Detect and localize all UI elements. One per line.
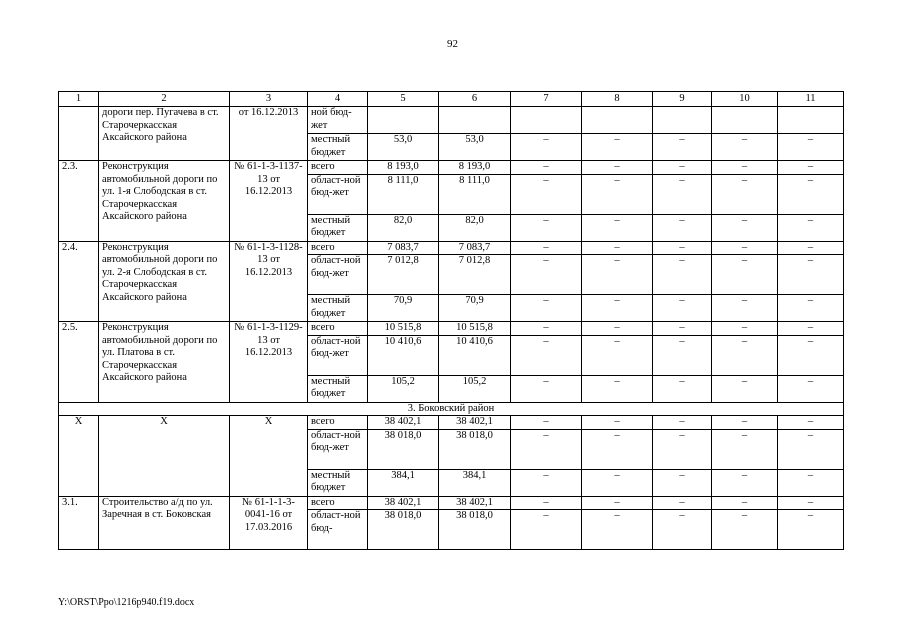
cell-dash: – xyxy=(778,496,844,510)
cell-doc: № 61-1-3-1137-13 от 16.12.2013 xyxy=(230,161,308,242)
cell-value: 8 193,0 xyxy=(368,161,439,175)
cell-type: област-ной бюд- xyxy=(308,510,368,550)
cell-num: 3.1. xyxy=(59,496,99,550)
cell-dash: – xyxy=(653,174,712,214)
cell-dash: – xyxy=(653,322,712,336)
cell-num: 2.4. xyxy=(59,241,99,322)
cell-value: 8 111,0 xyxy=(368,174,439,214)
cell-value: 70,9 xyxy=(439,295,511,322)
col-header: 9 xyxy=(653,92,712,107)
cell-value: 7 012,8 xyxy=(368,255,439,295)
cell-value: 105,2 xyxy=(368,375,439,402)
cell-dash: – xyxy=(778,469,844,496)
cell-dash: – xyxy=(653,469,712,496)
cell-name: Реконструкция автомобильной дороги по ул. 1-я Слободская в ст. Старочеркасская Аксайского района xyxy=(99,161,230,242)
cell-type: местный бюджет xyxy=(308,469,368,496)
cell-value: 38 402,1 xyxy=(368,496,439,510)
cell-dash: – xyxy=(511,241,582,255)
page-number: 92 xyxy=(447,38,458,50)
cell-dash: – xyxy=(778,322,844,336)
cell-dash: – xyxy=(582,214,653,241)
cell-num xyxy=(59,107,99,161)
table-row xyxy=(59,322,844,336)
cell-dash: – xyxy=(511,255,582,295)
cell-dash: – xyxy=(511,295,582,322)
cell-dash: – xyxy=(778,429,844,469)
cell-doc: Х xyxy=(230,416,308,497)
cell-name: Строительство а/д по ул. Заречная в ст. Боковская xyxy=(99,496,230,550)
cell-value: 384,1 xyxy=(439,469,511,496)
cell-value: 384,1 xyxy=(368,469,439,496)
col-header: 7 xyxy=(511,92,582,107)
cell-value: 38 402,1 xyxy=(368,416,439,430)
cell-dash: – xyxy=(778,174,844,214)
col-header: 6 xyxy=(439,92,511,107)
cell-value: 7 083,7 xyxy=(439,241,511,255)
cell-value: 38 018,0 xyxy=(439,510,511,550)
cell-dash: – xyxy=(653,241,712,255)
cell-dash: – xyxy=(712,322,778,336)
cell-value: 105,2 xyxy=(439,375,511,402)
cell-dash: – xyxy=(511,429,582,469)
cell-dash: – xyxy=(653,429,712,469)
cell-dash: – xyxy=(582,429,653,469)
cell-dash: – xyxy=(582,295,653,322)
cell-dash: – xyxy=(712,496,778,510)
cell-dash: – xyxy=(511,174,582,214)
cell-type: област-ной бюд-жет xyxy=(308,335,368,375)
cell-dash: – xyxy=(712,241,778,255)
cell-dash: – xyxy=(511,416,582,430)
cell-dash: – xyxy=(778,255,844,295)
cell-dash: – xyxy=(712,375,778,402)
cell-num: 2.3. xyxy=(59,161,99,242)
cell-value: 7 012,8 xyxy=(439,255,511,295)
cell-dash: – xyxy=(712,335,778,375)
cell-name: дороги пер. Пугачева в ст. Старочеркасская Аксайского района xyxy=(99,107,230,161)
cell-value: 38 018,0 xyxy=(439,429,511,469)
cell-value: 82,0 xyxy=(368,214,439,241)
cell-dash: – xyxy=(712,429,778,469)
cell-type: ной бюд-жет xyxy=(308,107,368,134)
cell-value: 38 018,0 xyxy=(368,429,439,469)
cell-dash: – xyxy=(511,496,582,510)
cell-value: 70,9 xyxy=(368,295,439,322)
cell-value: 10 410,6 xyxy=(368,335,439,375)
cell-dash: – xyxy=(712,469,778,496)
cell-dash: – xyxy=(582,161,653,175)
cell-dash: – xyxy=(511,214,582,241)
cell-dash: – xyxy=(653,335,712,375)
budget-table xyxy=(58,91,844,550)
cell-dash: – xyxy=(712,255,778,295)
cell-dash: – xyxy=(712,161,778,175)
cell-type: местный бюджет xyxy=(308,375,368,402)
cell-value: 10 515,8 xyxy=(368,322,439,336)
cell-dash: – xyxy=(582,335,653,375)
cell-type: всего xyxy=(308,161,368,175)
cell-type: всего xyxy=(308,241,368,255)
cell-type: местный бюджет xyxy=(308,134,368,161)
cell-dash: – xyxy=(582,375,653,402)
cell-dash: – xyxy=(653,255,712,295)
cell-dash: – xyxy=(712,174,778,214)
cell-dash: – xyxy=(712,214,778,241)
cell-dash: – xyxy=(653,496,712,510)
cell-dash: – xyxy=(582,469,653,496)
cell-dash: – xyxy=(653,375,712,402)
cell-dash: – xyxy=(778,416,844,430)
table-row xyxy=(59,161,844,175)
cell-dash: – xyxy=(778,335,844,375)
col-header: 2 xyxy=(99,92,230,107)
cell-dash: – xyxy=(582,134,653,161)
cell-num: 2.5. xyxy=(59,322,99,403)
cell-dash: – xyxy=(511,322,582,336)
cell-dash: – xyxy=(778,214,844,241)
cell-value: 53,0 xyxy=(439,134,511,161)
col-header: 5 xyxy=(368,92,439,107)
cell-type: всего xyxy=(308,496,368,510)
cell-dash: – xyxy=(712,416,778,430)
cell-dash: – xyxy=(712,134,778,161)
col-header: 4 xyxy=(308,92,368,107)
cell-name: Реконструкция автомобильной дороги по ул. Платова в ст. Старочеркасская Аксайского района xyxy=(99,322,230,403)
cell-name: Х xyxy=(99,416,230,497)
cell-dash: – xyxy=(778,375,844,402)
cell-dash: – xyxy=(511,161,582,175)
cell-value: 38 018,0 xyxy=(368,510,439,550)
cell-dash: – xyxy=(653,161,712,175)
col-header: 8 xyxy=(582,92,653,107)
table-row xyxy=(59,241,844,255)
table-row xyxy=(59,496,844,510)
col-header: 3 xyxy=(230,92,308,107)
cell-dash: – xyxy=(653,134,712,161)
cell-num: Х xyxy=(59,416,99,497)
cell-dash: – xyxy=(582,496,653,510)
cell-dash: – xyxy=(511,510,582,550)
cell-dash: – xyxy=(511,469,582,496)
cell-doc: от 16.12.2013 xyxy=(230,107,308,161)
cell-value: 8 193,0 xyxy=(439,161,511,175)
cell-dash: – xyxy=(778,510,844,550)
cell-dash: – xyxy=(653,416,712,430)
cell-dash: – xyxy=(582,322,653,336)
cell-dash: – xyxy=(582,241,653,255)
cell-value: 7 083,7 xyxy=(368,241,439,255)
cell-type: всего xyxy=(308,416,368,430)
cell-dash: – xyxy=(511,375,582,402)
table-row xyxy=(59,107,844,134)
cell-type: местный бюджет xyxy=(308,295,368,322)
cell-dash: – xyxy=(582,416,653,430)
cell-type: област-ной бюд-жет xyxy=(308,255,368,295)
cell-type: всего xyxy=(308,322,368,336)
cell-doc: № 61-1-3-1128-13 от 16.12.2013 xyxy=(230,241,308,322)
cell-dash: – xyxy=(653,510,712,550)
cell-dash: – xyxy=(582,510,653,550)
cell-value: 38 402,1 xyxy=(439,416,511,430)
cell-name: Реконструкция автомобильной дороги по ул. 2-я Слободская в ст. Старочеркасская Аксайского района xyxy=(99,241,230,322)
cell-dash: – xyxy=(778,134,844,161)
cell-dash: – xyxy=(511,134,582,161)
cell-dash: – xyxy=(653,214,712,241)
cell-value: 10 410,6 xyxy=(439,335,511,375)
cell-dash: – xyxy=(778,241,844,255)
cell-dash: – xyxy=(653,295,712,322)
cell-dash: – xyxy=(712,295,778,322)
col-header: 11 xyxy=(778,92,844,107)
table-row xyxy=(59,416,844,430)
cell-dash: – xyxy=(582,174,653,214)
col-header: 1 xyxy=(59,92,99,107)
cell-dash: – xyxy=(778,295,844,322)
cell-dash: – xyxy=(778,161,844,175)
cell-dash: – xyxy=(511,335,582,375)
cell-value: 38 402,1 xyxy=(439,496,511,510)
cell-dash: – xyxy=(582,255,653,295)
footer-file-path: Y:\ORST\Ppo\1216p940.f19.docx xyxy=(58,597,195,608)
header-row xyxy=(59,92,844,107)
cell-value: 82,0 xyxy=(439,214,511,241)
cell-value: 10 515,8 xyxy=(439,322,511,336)
col-header: 10 xyxy=(712,92,778,107)
cell-doc: № 61-1-3-1129-13 от 16.12.2013 xyxy=(230,322,308,403)
cell-value: 8 111,0 xyxy=(439,174,511,214)
cell-doc: № 61-1-1-3-0041-16 от 17.03.2016 xyxy=(230,496,308,550)
cell-type: местный бюджет xyxy=(308,214,368,241)
section-title: 3. Боковский район xyxy=(59,402,844,416)
cell-dash: – xyxy=(712,510,778,550)
cell-type: област-ной бюд-жет xyxy=(308,429,368,469)
cell-type: област-ной бюд-жет xyxy=(308,174,368,214)
section-row xyxy=(59,402,844,416)
cell-value: 53,0 xyxy=(368,134,439,161)
